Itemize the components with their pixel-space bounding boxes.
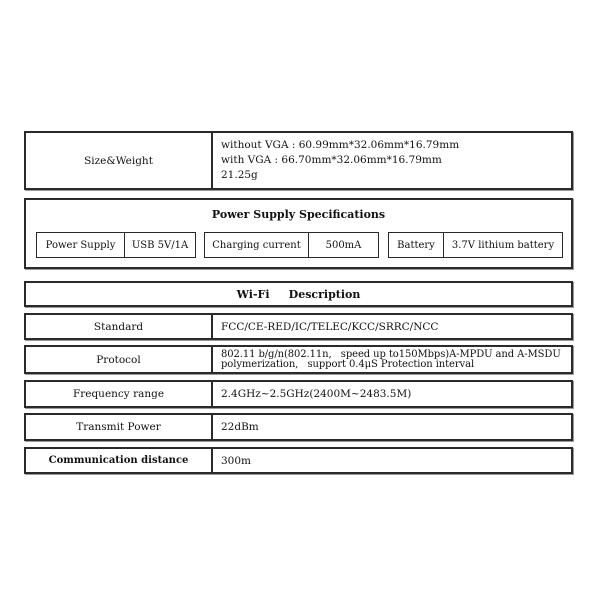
power-supply-section xyxy=(24,198,573,269)
power-supply-value: USB 5V/1A xyxy=(131,239,189,251)
transmit-power-value: 22dBm xyxy=(221,421,259,433)
battery-value: 3.7V lithium battery xyxy=(451,239,555,251)
protocol-value xyxy=(213,347,571,372)
frequency-range-row xyxy=(24,380,573,408)
battery-item xyxy=(388,232,563,258)
protocol-label: Protocol xyxy=(26,347,213,372)
size-without-vga: without VGA : 60.99mm*32.06mm*16.79mm xyxy=(221,139,460,151)
protocol-line-1: 802.11 b/g/n(802.11n, speed up to150Mbps)A-MPDU and A-MSDU xyxy=(221,348,561,360)
frequency-range-label: Frequency range xyxy=(26,382,213,406)
charging-current-item xyxy=(204,232,379,258)
communication-distance-row xyxy=(24,447,573,474)
wifi-title: Wi-Fi Description xyxy=(236,288,361,301)
communication-distance-value: 300m xyxy=(221,454,251,467)
battery-label: Battery xyxy=(389,233,444,257)
power-supply-item xyxy=(36,232,196,258)
standard-label: Standard xyxy=(26,315,213,338)
size-weight-value xyxy=(213,133,571,188)
weight-value: 21.25g xyxy=(221,169,258,181)
communication-distance-label: Communication distance xyxy=(26,449,213,472)
power-supply-title: Power Supply Specifications xyxy=(211,208,386,221)
charging-current-label: Charging current xyxy=(205,233,309,257)
protocol-row xyxy=(24,345,573,374)
frequency-range-value: 2.4GHz~2.5GHz(2400M~2483.5M) xyxy=(221,388,412,400)
size-with-vga: with VGA : 66.70mm*32.06mm*16.79mm xyxy=(221,154,442,166)
transmit-power-label: Transmit Power xyxy=(26,415,213,439)
size-weight-row xyxy=(24,131,573,190)
size-weight-label: Size&Weight xyxy=(26,133,213,188)
power-supply-label: Power Supply xyxy=(37,233,125,257)
protocol-line-2: polymerization, support 0.4μS Protection interval xyxy=(221,358,475,370)
standard-value: FCC/CE-RED/IC/TELEC/KCC/SRRC/NCC xyxy=(221,320,439,333)
standard-row xyxy=(24,313,573,340)
wifi-header xyxy=(24,281,573,307)
charging-current-value: 500mA xyxy=(325,239,362,251)
transmit-power-row xyxy=(24,413,573,441)
